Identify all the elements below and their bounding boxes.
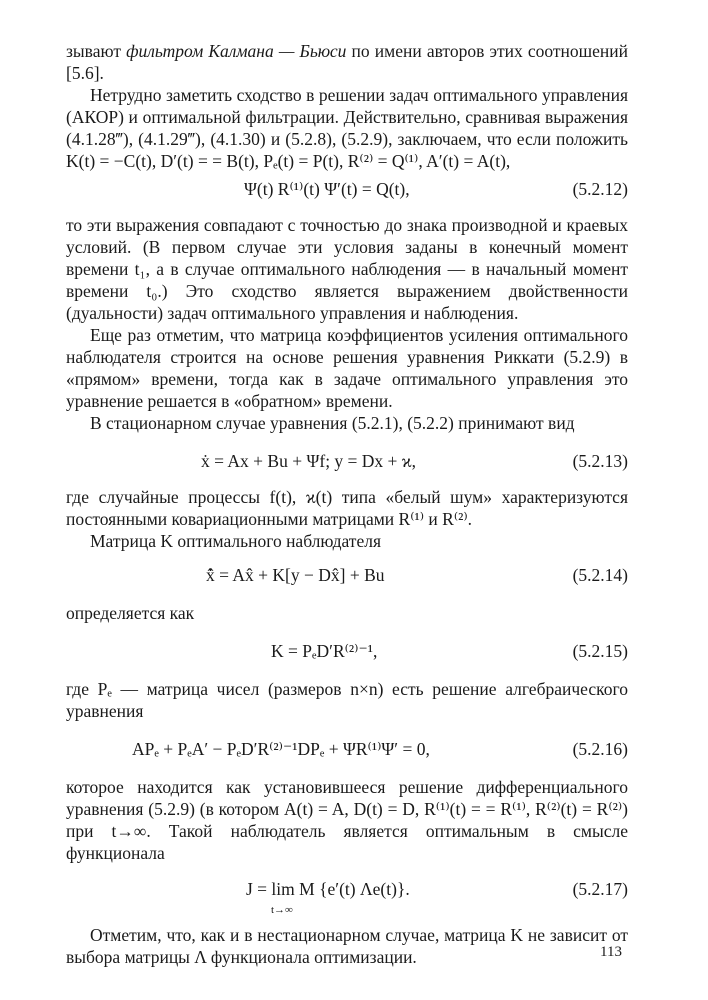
equation-number: (5.2.13) [572,451,628,471]
p1-end: по имени авторов этих соотношений [5.6]. [66,41,628,83]
equation-text: K = PₑD′R⁽²⁾⁻¹, [271,641,378,661]
page-text [66,40,628,968]
equation-text: ẋ = Ax + Bu + Ψf; y = Dx + ϰ, [201,451,416,471]
paragraph-9: где Pₑ — матрица чисел (размеров n×n) есть решение алгебраического уравнения [66,679,628,721]
equation-text: Ψ(t) R⁽¹⁾(t) Ψ′(t) = Q(t), [244,179,410,199]
paragraph-1 [66,40,628,84]
equation-5-2-13 [66,450,628,472]
paragraph-11: Отметим, что, как и в нестационарном случае, матрица K не зависит от выбора матрицы Λ функционала оптимизации. [66,925,628,967]
equation-number: (5.2.17) [572,879,628,899]
equation-5-2-16 [66,738,628,760]
kalman-bucy-term: фильтром Калмана — Бьюси [126,41,347,61]
paragraph-7: Матрица K оптимального наблюдателя [90,531,382,551]
equation-text: APₑ + PₑA′ − PₑD′R⁽²⁾⁻¹DPₑ + ΨR⁽¹⁾Ψ′ = 0, [132,739,430,759]
equation-5-2-12 [66,178,628,200]
equation-5-2-17 [66,878,628,914]
equation-number: (5.2.16) [572,739,628,759]
paragraph-2: Нетрудно заметить сходство в решении задач оптимального управления (АКОР) и оптимальной фильтрации. Действительно, сравнивая выражения (4.1.28‴), (4.1.29‴), (4.1.30) и (5.2.8), (5.2.9), заключаем, что если положить K(t) = −C(t), D′(t) = = B(t), Pₑ(t) = P(t), R⁽²⁾ = Q⁽¹⁾, A′(t) = A(t), [66,85,628,171]
equation-text: J = lim M {e′(t) Λe(t)}. [246,879,410,899]
paragraph-4: Еще раз отметим, что матрица коэффициентов усиления оптимального наблюдателя строится на основе решения уравнения Риккати (5.2.9) в «прямом» времени, тогда как в задаче оптимального управления это уравнение решается в «обратном» времени. [66,325,628,411]
paragraph-5: В стационарном случае уравнения (5.2.1), (5.2.2) принимают вид [90,413,575,433]
limit-subscript: t→∞ [271,904,293,916]
equation-5-2-15 [66,640,628,662]
p1-start: зывают [66,41,127,61]
equation-number: (5.2.12) [572,179,628,199]
page-number: 113 [600,944,622,960]
paragraph-3: то эти выражения совпадают с точностью до знака производной и краевых условий. (В первом случае эти условия заданы в конечный момент времени t₁, а в случае оптимального наблюдения — в начальный момент времени t₀.) Это сходство является выражением двойственности (дуальности) задач оптимального управления и наблюдения. [66,215,628,323]
equation-number: (5.2.14) [572,565,628,585]
equation-5-2-14 [66,564,628,586]
paragraph-6: где случайные процессы f(t), ϰ(t) типа «белый шум» характеризуются постоянными ковариационными матрицами R⁽¹⁾ и R⁽²⁾. [66,487,628,529]
paragraph-8: определяется как [66,603,195,623]
equation-text: x̂̇ = Ax̂ + K[y − Dx̂] + Bu [206,565,385,585]
equation-number: (5.2.15) [572,641,628,661]
paragraph-10: которое находится как установившееся решение дифференциального уравнения (5.2.9) (в котором A(t) = A, D(t) = D, R⁽¹⁾(t) = = R⁽¹⁾, R⁽²⁾(t) = R⁽²⁾) при t→∞. Такой наблюдатель является оптимальным в смысле функционала [66,777,628,863]
